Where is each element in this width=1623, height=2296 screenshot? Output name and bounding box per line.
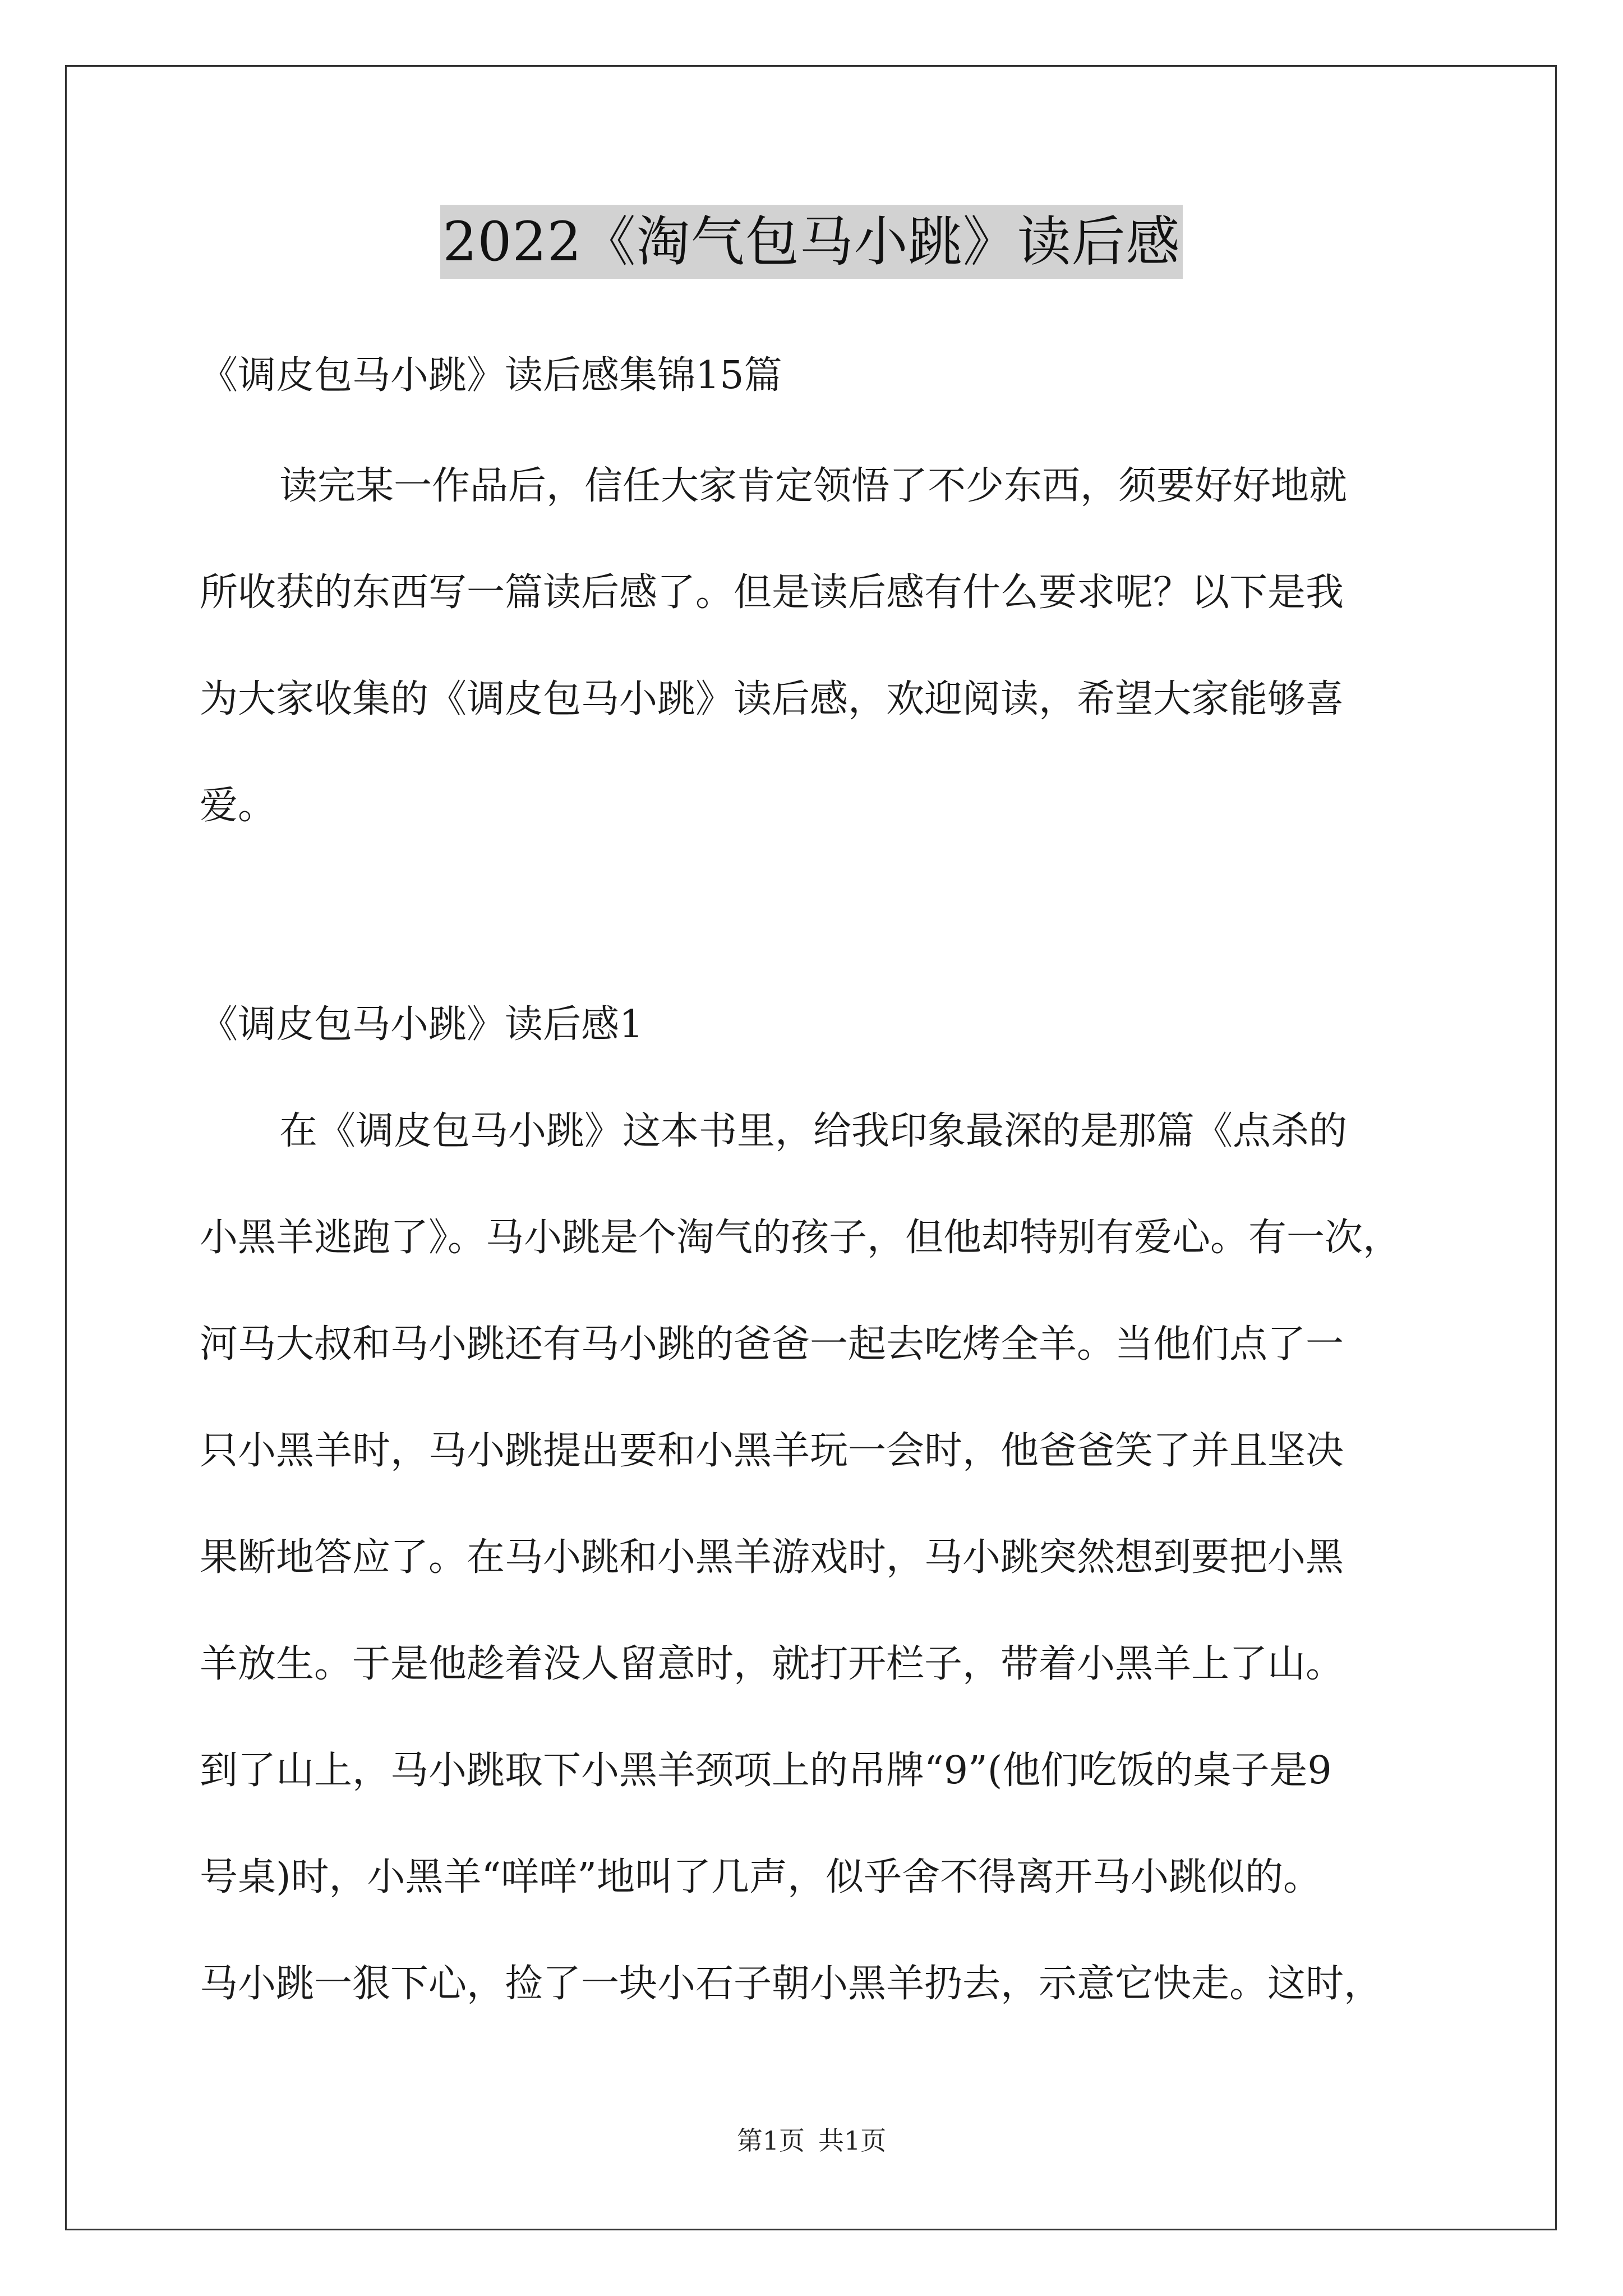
intro-line-2: 所收获的东西写一篇读后感了。但是读后感有什么要求呢？以下是我 bbox=[200, 570, 1344, 615]
intro-line-4: 爱。 bbox=[200, 784, 276, 828]
body-line-1: 在《调皮包马小跳》这本书里，给我印象最深的是那篇《点杀的 bbox=[279, 1109, 1348, 1153]
body-line-2: 小黑羊逃跑了》。马小跳是个淘气的孩子，但他却特别有爱心。有一次， bbox=[200, 1216, 1401, 1260]
body-line-8: 号桌)时，小黑羊“咩咩”地叫了几声，似乎舍不得离开马小跳似的。 bbox=[200, 1855, 1322, 1899]
intro-line-3: 为大家收集的《调皮包马小跳》读后感，欢迎阅读，希望大家能够喜 bbox=[200, 677, 1344, 721]
title-container bbox=[0, 205, 1623, 279]
body-line-3: 河马大叔和马小跳还有马小跳的爸爸一起去吃烤全羊。当他们点了一 bbox=[200, 1322, 1344, 1366]
document-subtitle: 《调皮包马小跳》读后感集锦15篇 bbox=[200, 353, 782, 398]
body-line-5: 果断地答应了。在马小跳和小黑羊游戏时，马小跳突然想到要把小黑 bbox=[200, 1535, 1344, 1580]
page-number-current: 第1页 bbox=[736, 2125, 805, 2156]
body-line-4: 只小黑羊时，马小跳提出要和小黑羊玩一会时，他爸爸笑了并且坚决 bbox=[200, 1429, 1344, 1473]
page-footer bbox=[0, 2124, 1623, 2157]
body-line-9: 马小跳一狠下心，捡了一块小石子朝小黑羊扔去，示意它快走。这时， bbox=[200, 1962, 1382, 2006]
body-line-7: 到了山上，马小跳取下小黑羊颈项上的吊牌“9”(他们吃饭的桌子是9 bbox=[200, 1749, 1332, 1793]
document-title: 2022《淘气包马小跳》读后感 bbox=[440, 205, 1182, 279]
intro-line-1: 读完某一作品后，信任大家肯定领悟了不少东西，须要好好地就 bbox=[279, 464, 1348, 508]
body-line-6: 羊放生。于是他趁着没人留意时，就打开栏子，带着小黑羊上了山。 bbox=[200, 1642, 1344, 1686]
page-number-total: 共1页 bbox=[818, 2125, 887, 2156]
section-heading: 《调皮包马小跳》读后感1 bbox=[200, 1002, 644, 1047]
